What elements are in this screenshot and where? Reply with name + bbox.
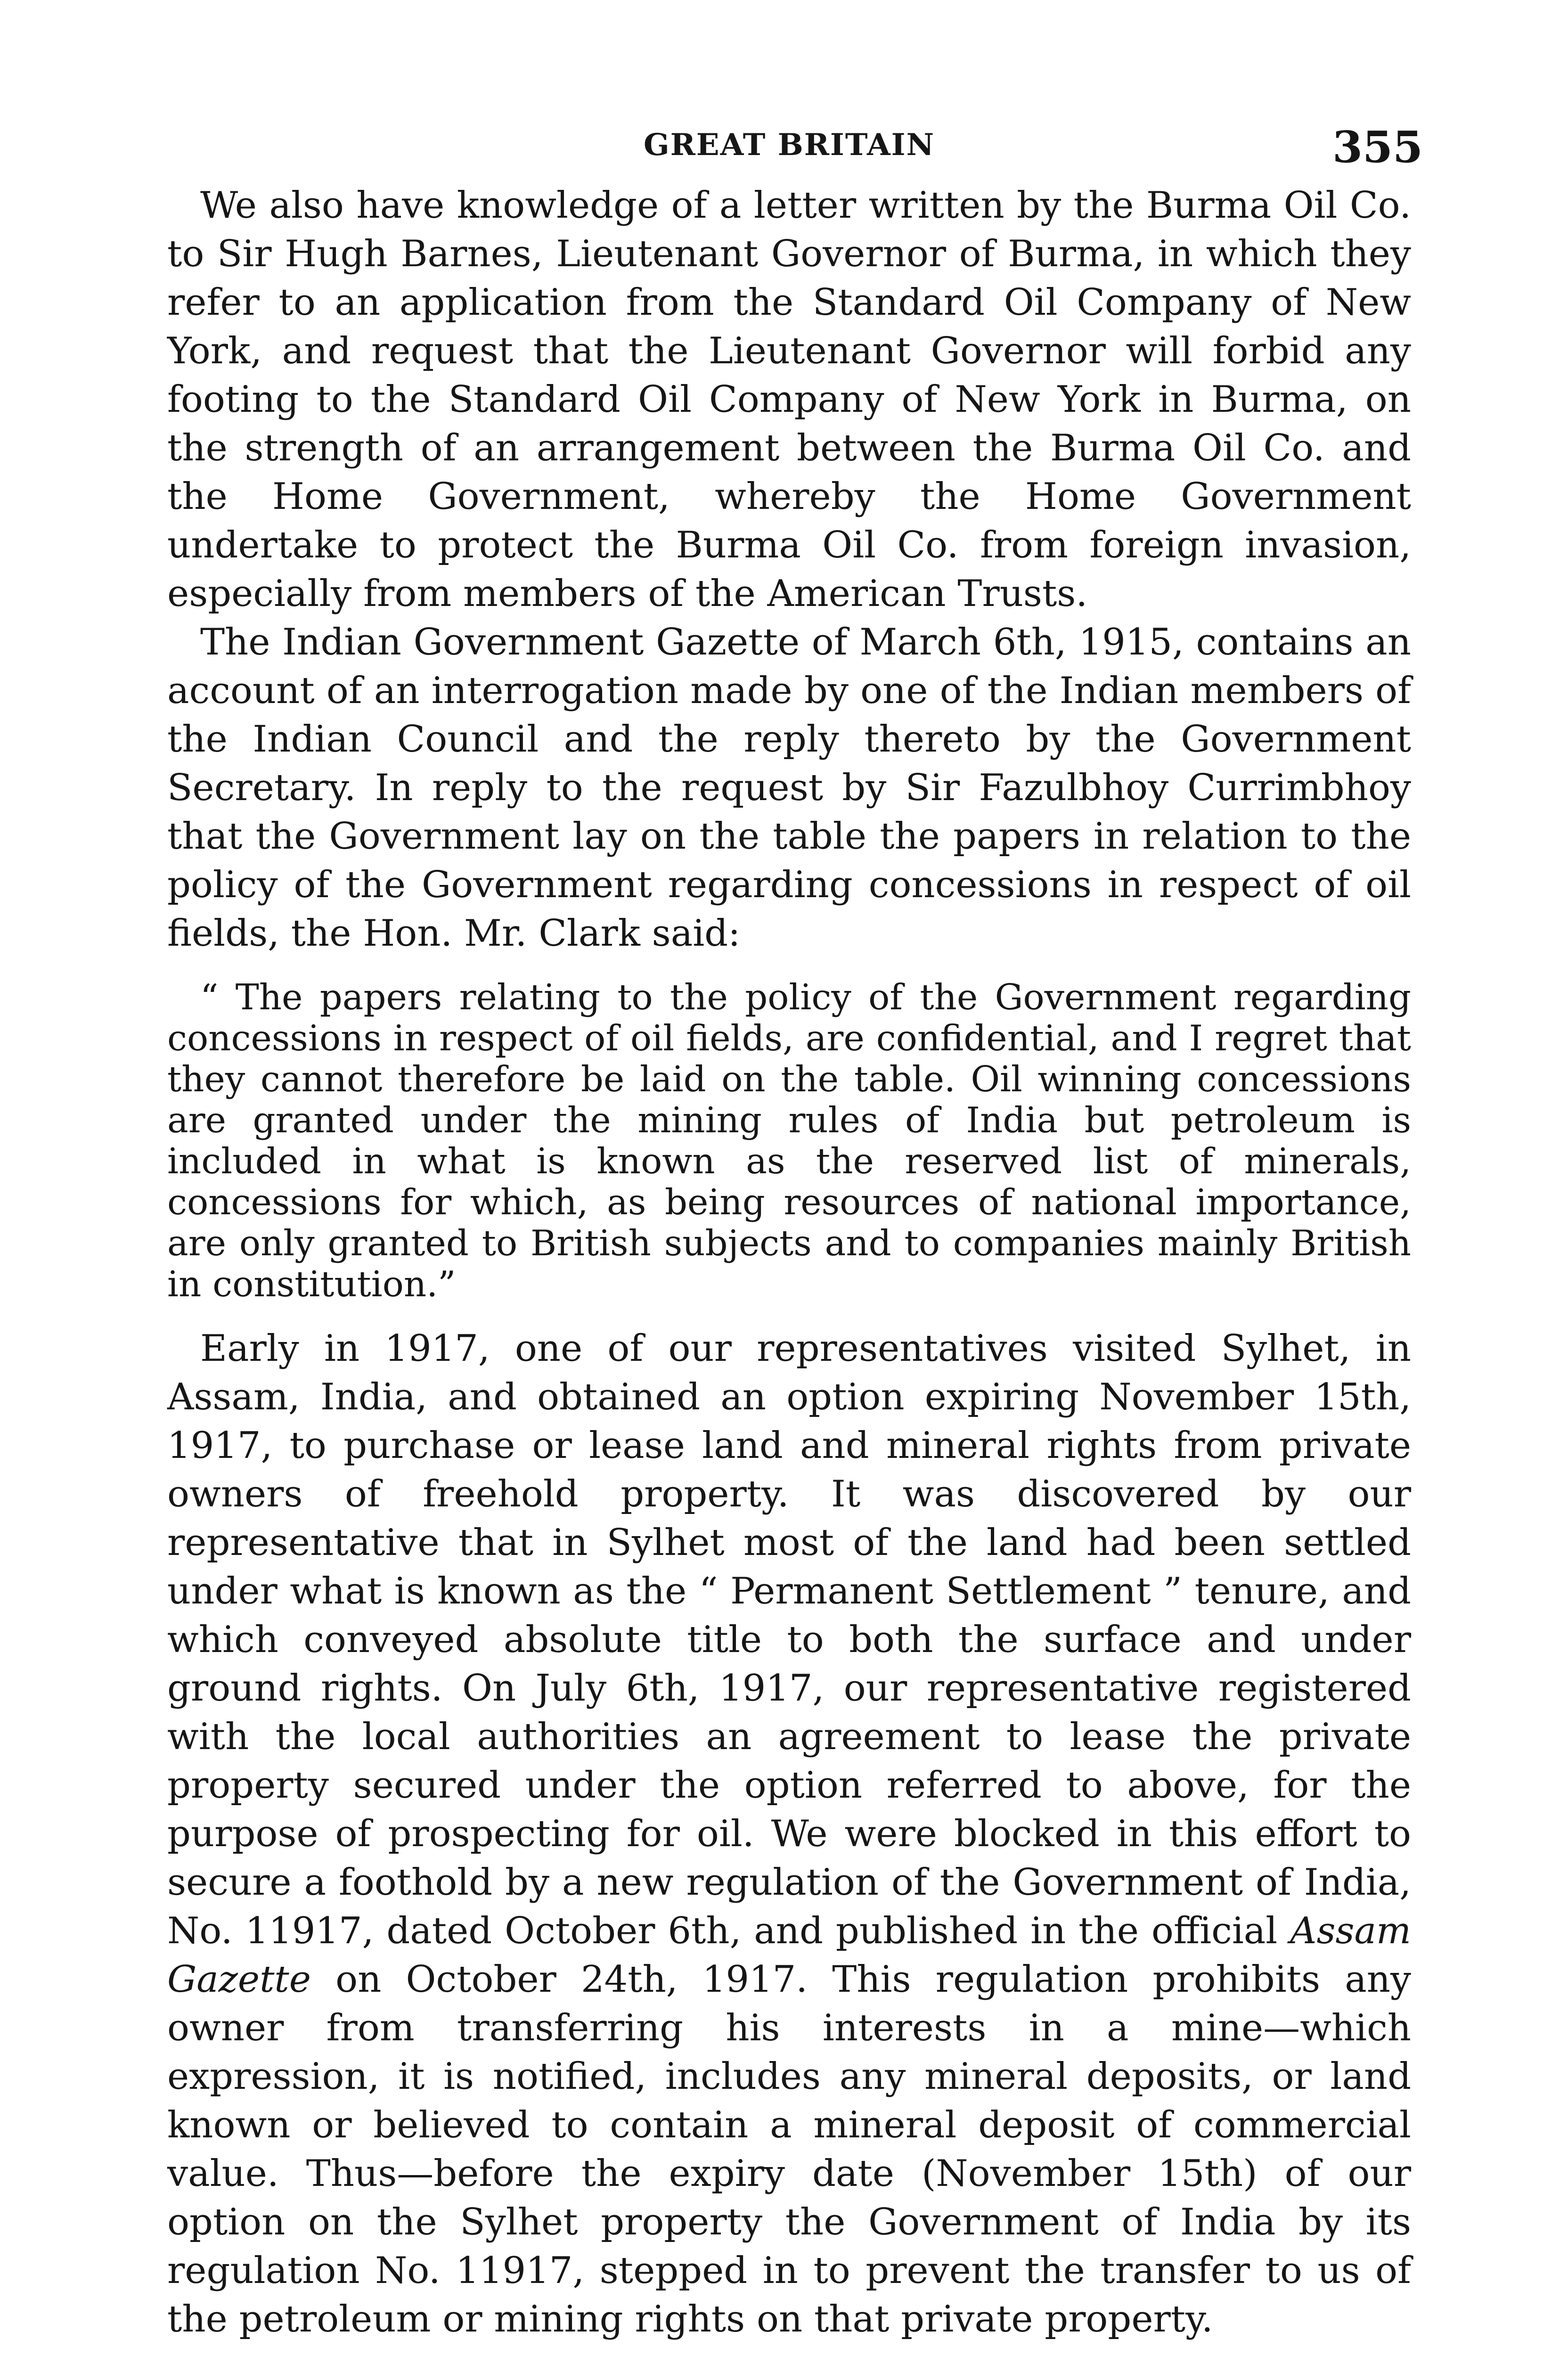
assam-gazette-title: Assam Gazette (167, 1910, 1411, 2001)
paragraph-burma-oil-letter: We also have knowledge of a letter written by the Burma Oil Co. to Sir Hugh Barnes, Lieutenant Governor of Burma, in which they refer to an application from the Standard Oil Company of New York, and request that the Lieutenant Governor will forbid any footing to the Standard Oil Company of New York in Burma, on the strength of an arrangement between the Burma Oil Co. and the Home Government, whereby the Home Government undertake to protect the Burma Oil Co. from foreign invasion, especially from members of the American Trusts. (167, 184, 1411, 615)
paragraph-indian-gazette: The Indian Government Gazette of March 6th, 1915, contains an account of an interrogation made by one of the Indian members of the Indian Council and the reply thereto by the Government Secretary. In reply to the request by Sir Fazulbhoy Currimbhoy that the Government lay on the table the papers in relation to the policy of the Government regarding concessions in respect of oil fields, the Hon. Mr. Clark said: (167, 621, 1411, 955)
block-quote (167, 977, 1411, 1305)
document-page (167, 122, 1423, 2356)
paragraph-sylhet-option (167, 1325, 1411, 2344)
page-header (167, 122, 1423, 181)
page-number: 355 (1332, 122, 1423, 172)
paragraph-text-part-2: on October 24th, 1917. This regulation prohibits any owner from transferring his interests in a mine—which expression, it is notified, includes any mineral deposits, or land known or believed to contain a mineral deposit of commercial value. Thus—before the expiry date (November 15th) of our option on the Sylhet property the Government of India by its regulation No. 11917, stepped in to prevent the transfer to us of the petroleum or mining rights on that private property. (167, 1958, 1412, 2340)
quote-clark-reply: “ The papers relating to the policy of the Government regarding concessions in respect of oil fields, are confidential, and I regret that they cannot therefore be laid on the table. Oil winning concessions are granted under the mining rules of India but petroleum is included in what is known as the reserved list of minerals, concessions for which, as being resources of national importance, are only granted to British subjects and to companies mainly British in constitution.” (167, 976, 1411, 1305)
running-head: GREAT BRITAIN (643, 127, 935, 163)
paragraph-text-part-1: Early in 1917, one of our representatives visited Sylhet, in Assam, India, and obtained an option expiring November 15th, 1917, to purchase or lease land and mineral rights from private owners of freehold property. It was discovered by our representative that in Sylhet most of the land had been settled under what is known as the “ Permanent Settlement ” tenure, and which conveyed absolute title to both the surface and under ground rights. On July 6th, 1917, our representative registered with the local authorities an agreement to lease the private property secured under the option referred to above, for the purpose of prospecting for oil. We were blocked in this effort to secure a foothold by a new regulation of the Government of India, No. 11917, dated October 6th, and published in the official (167, 1327, 1411, 1952)
